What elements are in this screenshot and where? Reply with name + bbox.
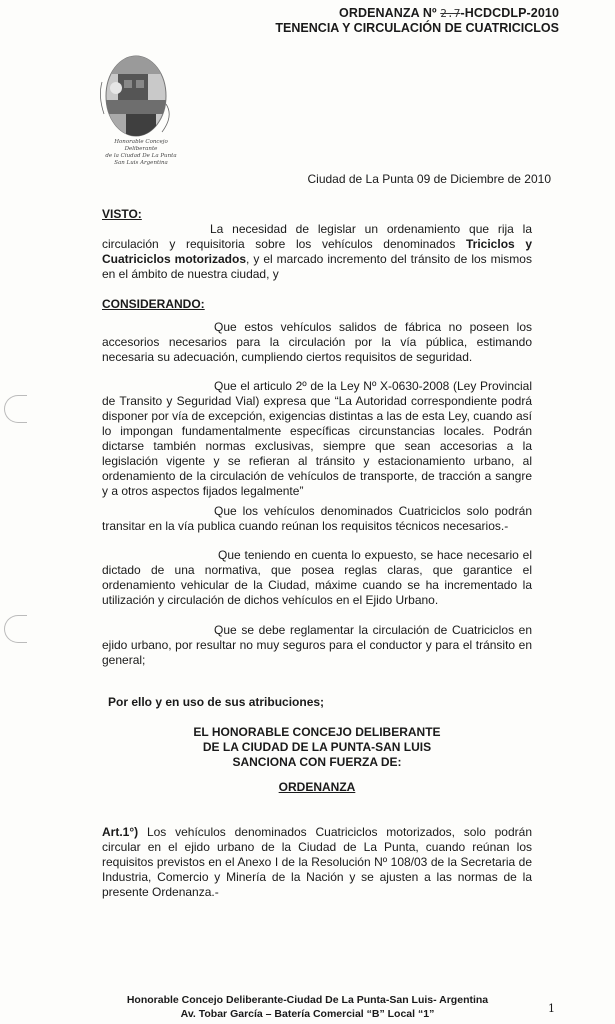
visto-heading: VISTO: (102, 207, 142, 221)
document-date: Ciudad de La Punta 09 de Diciembre de 2010 (307, 172, 551, 186)
handwritten-number: 2.7 (440, 7, 461, 20)
considerando-paragraph-3: Que los vehículos denominados Cuatriciclos solo podrán transitar en la vía publica cuando reúnan los requisitos técnicos necesarios.- (102, 504, 532, 533)
considerando-paragraph-2: Que el articulo 2º de la Ley Nº X-0630-2008 (Ley Provincial de Transito y Seguridad Vial) expresa que “La Autoridad correspondiente podrá disponer por vía de excepción, exigencias distintas a las de esta Ley, cuando así lo impongan fundamentalmente específicas circunstancias locales. Podrán dictarse también normas exclusivas, siempre que sean accesorias a la legislación vigente y se refieran al tránsito y estacionamiento urbano, al ordenamiento de la circulación de vehículos de transporte, de tracción a sangre y a otros aspectos fijados legalmente” (102, 379, 532, 498)
page-number: 1 (548, 1002, 555, 1015)
ordinance-number: ORDENANZA Nº 2.7-HCDCDLP-2010 (339, 6, 559, 20)
por-ello-line: Por ello y en uso de sus atribuciones; (108, 695, 325, 709)
considerando-paragraph-5: Que se debe reglamentar la circulación de Cuatriciclos en ejido urbano, por resultar no muy seguros para el conductor y para el tránsito en general; (102, 623, 532, 667)
council-seal-icon (96, 52, 176, 148)
article-1: Art.1°) Los vehículos denominados Cuatriciclos motorizados, solo podrán circular en el ejido urbano de la Ciudad de La Punta, cuando reúnan los requisitos previstos en el Anexo I de la Resolución Nº 108/03 de la Secretaria de Industria, Comercio y Minería de la Nación y se ajusten a las normas de la presente Ordenanza.- (102, 825, 532, 899)
considerando-paragraph-4: Que teniendo en cuenta lo expuesto, se hace necesario el dictado de una normativa, que posea reglas claras, que garantice el ordenamiento vehicular de la Ciudad, máxime cuando se ha incrementado la utilización y circulación de dichos vehículos en el Ejido Urbano. (102, 548, 532, 607)
document-footer: Honorable Concejo Deliberante-Ciudad De La Punta-San Luis- Argentina Av. Tobar García – Batería Comercial “B” Local “1” (126, 994, 489, 1020)
council-sanction-block: EL HONORABLE CONCEJO DELIBERANTE DE LA CIUDAD DE LA PUNTA-SAN LUIS SANCIONA CON FUERZA DE: (193, 725, 441, 769)
considerando-paragraph-1: Que estos vehículos salidos de fábrica no poseen los accesorios necesarios para la circulación por la vía pública, estimando necesaria su adecuación, cumpliendo ciertos requisitos de seguridad. (102, 320, 532, 364)
ordinance-title: TENENCIA Y CIRCULACIÓN DE CUATRICICLOS (275, 21, 559, 35)
logo-caption: Honorable Concejo Deliberante de la Ciudad De La Punta San Luis Argentina (105, 139, 177, 166)
council-logo (96, 52, 176, 148)
punch-hole-mark (4, 615, 27, 643)
punch-hole-mark (4, 395, 27, 423)
visto-paragraph: La necesidad de legislar un ordenamiento que rija la circulación y requisitoria sobre los vehículos denominados Triciclos y Cuatriciclos motorizados, y el marcado incremento del tránsito de los mismos en el ámbito de nuestra ciudad, y (102, 222, 533, 281)
ordenanza-title: ORDENANZA (278, 780, 356, 794)
considerando-heading: CONSIDERANDO: (102, 297, 205, 311)
